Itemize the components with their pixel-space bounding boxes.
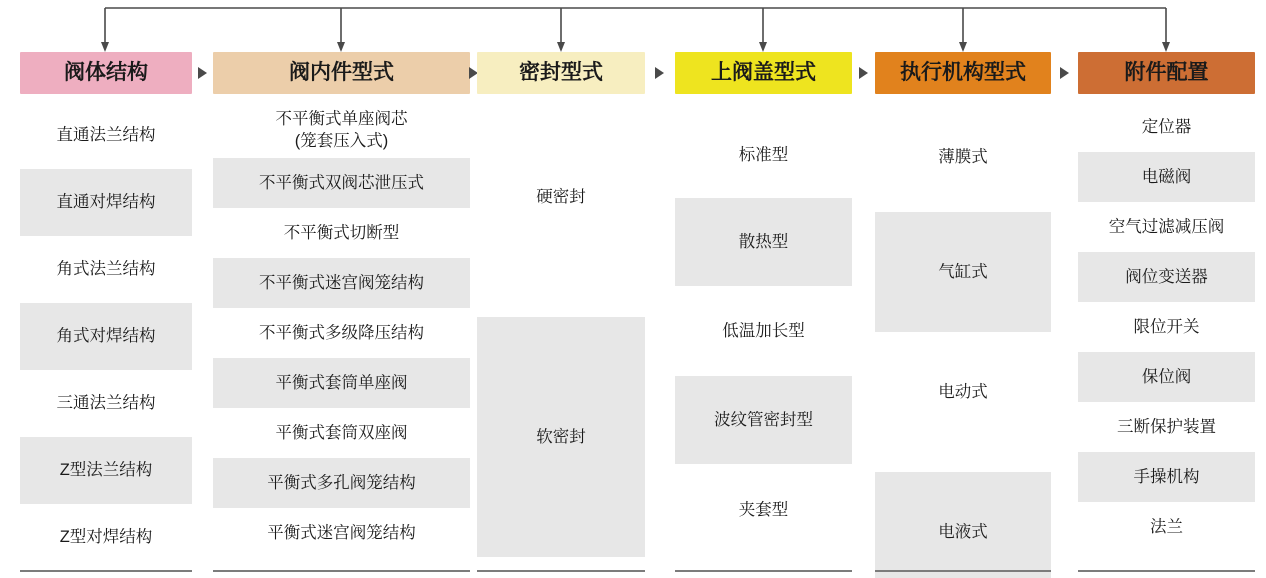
list-item-label: 不平衡式切断型 — [283, 223, 400, 242]
list-item[interactable] — [1078, 352, 1255, 402]
list-item-label: 硬密封 — [536, 187, 586, 206]
column-underline — [477, 570, 645, 572]
list-item[interactable] — [213, 308, 470, 358]
list-item-label: 手操机构 — [1133, 467, 1200, 486]
list-item-label: 法兰 — [1150, 517, 1183, 536]
list-item[interactable] — [675, 286, 852, 376]
list-item[interactable] — [477, 132, 645, 262]
list-item-label: 保位阀 — [1141, 367, 1192, 386]
list-item-label: 限位开关 — [1133, 317, 1200, 336]
list-item-sublabel: (笼套压入式) — [294, 132, 389, 150]
list-item-label: 不平衡式多级降压结构 — [259, 323, 424, 342]
list-item-label: 波纹管密封型 — [714, 410, 813, 429]
column-underline — [213, 570, 470, 572]
column-underline — [20, 570, 192, 572]
list-item-label: 直通法兰结构 — [56, 126, 156, 145]
list-item[interactable] — [20, 437, 192, 504]
column-underline — [675, 570, 852, 572]
flow-arrow-icon — [853, 52, 875, 94]
column-body-bonnet-type — [675, 102, 852, 572]
list-item-label: 气缸式 — [938, 262, 988, 281]
list-item-label: 散热型 — [738, 232, 789, 251]
list-item[interactable] — [675, 464, 852, 556]
list-item[interactable] — [1078, 152, 1255, 202]
list-item[interactable] — [20, 370, 192, 437]
list-item[interactable] — [1078, 452, 1255, 502]
list-item-label: 不平衡式单座阀芯 — [275, 109, 408, 128]
column-body-valve-body-structure — [20, 102, 192, 572]
flow-arrow-icon — [192, 52, 214, 94]
list-item-label: Z型对焊结构 — [59, 528, 153, 547]
list-item[interactable] — [213, 102, 470, 158]
column-sealing-type — [477, 52, 645, 572]
list-item[interactable] — [20, 102, 192, 169]
list-item[interactable] — [1078, 302, 1255, 352]
list-item[interactable] — [20, 169, 192, 236]
list-item-label: 定位器 — [1141, 117, 1192, 136]
list-item[interactable] — [477, 317, 645, 557]
flow-arrow-icon — [649, 52, 671, 94]
list-item[interactable] — [20, 236, 192, 303]
column-header-valve-body-structure[interactable]: 阀体结构 — [20, 52, 192, 94]
list-item[interactable] — [875, 352, 1051, 432]
list-item-label: 三断保护装置 — [1117, 417, 1216, 436]
list-item[interactable] — [213, 208, 470, 258]
column-valve-trim-type — [213, 52, 470, 572]
column-underline — [875, 570, 1051, 572]
list-item-label: 平衡式套筒单座阀 — [275, 373, 408, 392]
list-item[interactable] — [675, 198, 852, 286]
list-item-label: 空气过滤减压阀 — [1108, 217, 1225, 236]
list-item-label: 角式法兰结构 — [56, 260, 156, 279]
column-header-bonnet-type[interactable]: 上阀盖型式 — [675, 52, 852, 94]
list-item-label: 电动式 — [938, 382, 988, 401]
column-bonnet-type — [675, 52, 852, 572]
column-body-sealing-type — [477, 102, 645, 572]
column-actuator-type — [875, 52, 1051, 572]
list-item[interactable] — [213, 258, 470, 308]
list-item[interactable] — [213, 458, 470, 508]
list-item-label: 三通法兰结构 — [56, 394, 156, 413]
list-item[interactable] — [20, 504, 192, 571]
list-item[interactable] — [213, 358, 470, 408]
list-item-label: 低温加长型 — [722, 321, 805, 340]
list-item[interactable] — [875, 212, 1051, 332]
list-item[interactable] — [875, 472, 1051, 578]
column-header-sealing-type[interactable]: 密封型式 — [477, 52, 645, 94]
list-item-label: 阀位变送器 — [1125, 267, 1208, 286]
list-item-label: 夹套型 — [738, 500, 789, 519]
list-item[interactable] — [1078, 202, 1255, 252]
column-body-valve-trim-type — [213, 102, 470, 572]
list-item-label: 电液式 — [938, 522, 988, 541]
list-item-label: 角式对焊结构 — [56, 327, 156, 346]
list-item-label: 标准型 — [738, 145, 789, 164]
list-item[interactable] — [213, 408, 470, 458]
column-body-actuator-type — [875, 102, 1051, 572]
list-item[interactable] — [875, 112, 1051, 202]
list-item-label: 不平衡式双阀芯泄压式 — [259, 173, 424, 192]
list-item[interactable] — [20, 303, 192, 370]
list-item[interactable] — [1078, 102, 1255, 152]
list-item-label: 薄膜式 — [938, 147, 988, 166]
list-item-label: 平衡式多孔阀笼结构 — [267, 473, 416, 492]
list-item-label: 平衡式套筒双座阀 — [275, 423, 408, 442]
list-item-label: 直通对焊结构 — [56, 193, 156, 212]
list-item[interactable] — [675, 376, 852, 464]
list-item-label: 软密封 — [536, 427, 586, 446]
list-item-label: Z型法兰结构 — [59, 461, 153, 480]
list-item[interactable] — [213, 158, 470, 208]
list-item[interactable] — [1078, 252, 1255, 302]
list-item[interactable] — [213, 508, 470, 558]
list-item-label: 平衡式迷宫阀笼结构 — [267, 523, 416, 542]
column-header-actuator-type[interactable]: 执行机构型式 — [875, 52, 1051, 94]
column-valve-body-structure — [20, 52, 192, 572]
column-header-accessories-config[interactable]: 附件配置 — [1078, 52, 1255, 94]
flow-arrow-icon — [1054, 52, 1076, 94]
list-item[interactable] — [1078, 502, 1255, 552]
diagram-columns — [0, 52, 1266, 578]
list-item[interactable] — [675, 112, 852, 198]
column-accessories-config — [1078, 52, 1255, 572]
column-body-accessories-config — [1078, 102, 1255, 572]
list-item-label: 电磁阀 — [1141, 167, 1192, 186]
list-item-label: 不平衡式迷宫阀笼结构 — [259, 273, 424, 292]
list-item[interactable] — [1078, 402, 1255, 452]
top-connector-rail — [0, 0, 1266, 52]
column-underline — [1078, 570, 1255, 572]
column-header-valve-trim-type[interactable]: 阀内件型式 — [213, 52, 470, 94]
